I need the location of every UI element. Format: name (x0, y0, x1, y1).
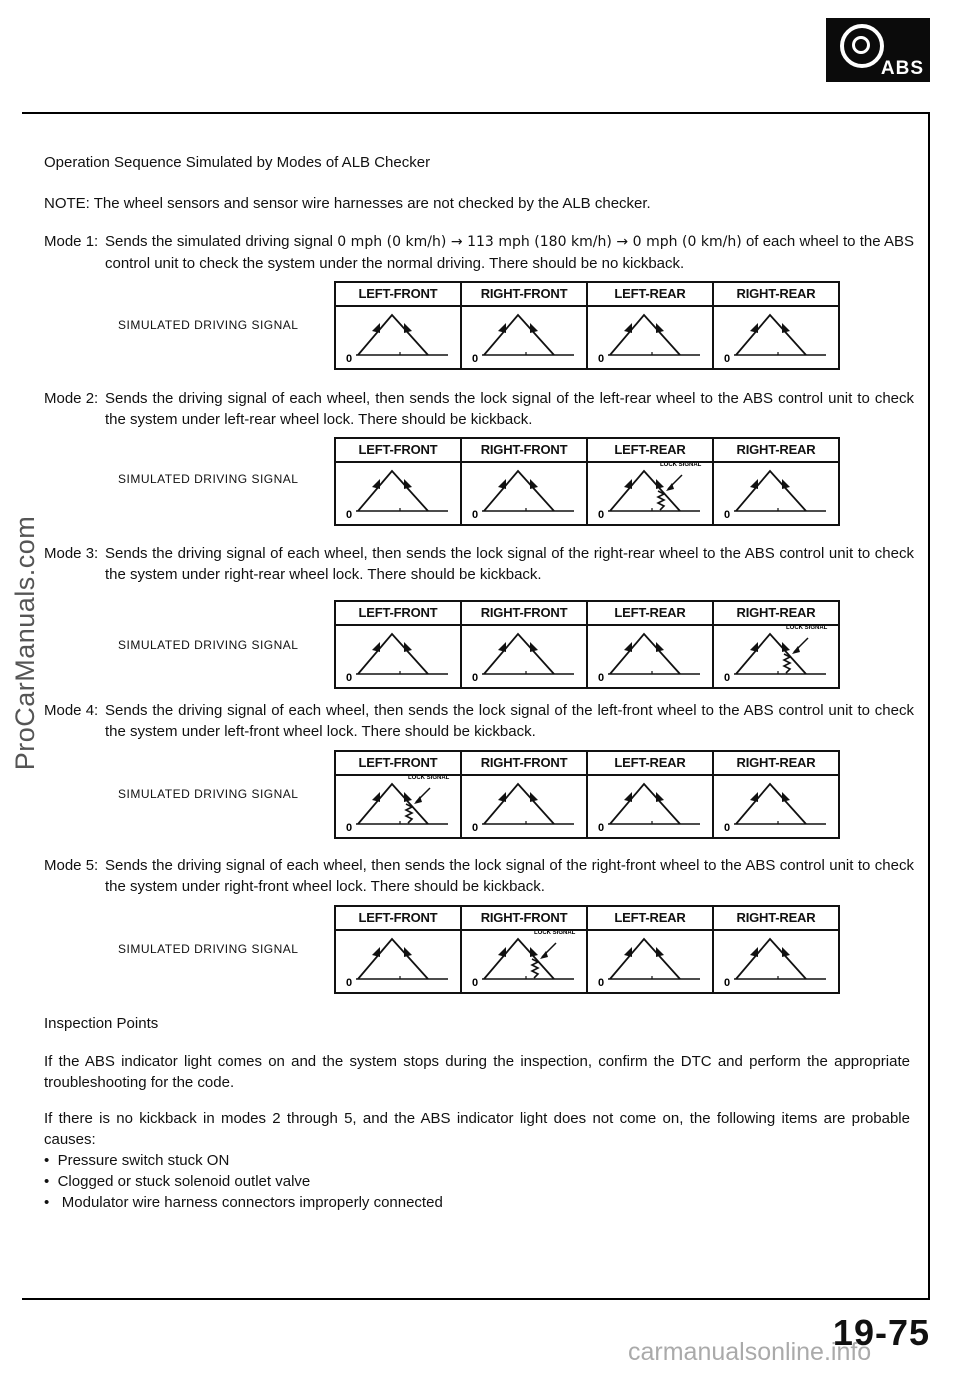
ramp-up-arrow (372, 642, 380, 652)
wheel-cell (462, 752, 588, 837)
wheel-cell (588, 752, 714, 837)
signal-table (334, 437, 840, 526)
ramp-down-arrow (404, 792, 412, 802)
ramp-up-arrow (750, 792, 758, 802)
frame-right-rule (928, 112, 930, 1300)
inspection-heading: Inspection Points (44, 1015, 159, 1032)
simulated-signal-label: SIMULATED DRIVING SIGNAL (118, 472, 299, 486)
ramp-down-arrow (782, 479, 790, 489)
signal-waveform (462, 626, 584, 689)
mode-label: Mode 3: (44, 545, 99, 562)
signal-waveform (336, 307, 458, 370)
zero-label: 0 (724, 353, 731, 365)
wheel-cell (462, 602, 588, 687)
ramp-up-arrow (750, 947, 758, 957)
mode-4 (44, 700, 914, 742)
mode-text-after: of each wheel to the ABS control unit to check the system under the normal driving. There should be no kickback. (105, 233, 914, 272)
speed-ramp (484, 784, 554, 824)
mode-description: Sends the driving signal of each wheel, then sends the lock signal of the left-rear wheel to the ABS control unit to check the system under left-rear wheel lock. There should be kickback. (105, 390, 914, 428)
ramp-down-arrow (656, 642, 664, 652)
mode-label: Mode 2: (44, 390, 99, 407)
ramp-down-arrow (530, 792, 538, 802)
ramp-up-arrow (498, 947, 506, 957)
signal-waveform (588, 776, 710, 839)
speed-ramp (736, 634, 806, 674)
signal-waveform (588, 626, 710, 689)
abs-badge-text: ABS (880, 58, 924, 79)
ramp-up-arrow (750, 642, 758, 652)
zero-label: 0 (472, 353, 479, 365)
zero-label: 0 (346, 977, 353, 989)
wheel-cell (588, 602, 714, 687)
zero-label: 0 (598, 977, 605, 989)
signal-waveform (462, 463, 584, 526)
ramp-up-arrow (624, 479, 632, 489)
lock-signal-label: LOCK SIGNAL (786, 626, 828, 631)
zero-label: 0 (598, 672, 605, 684)
wheel-header: RIGHT-REAR (714, 283, 838, 307)
simulated-signal-label: SIMULATED DRIVING SIGNAL (118, 942, 299, 956)
ramp-down-arrow (404, 947, 412, 957)
speed-ramp (358, 315, 428, 355)
signal-waveform (714, 626, 836, 689)
wheel-header: LEFT-REAR (588, 602, 712, 626)
speed-ramp (736, 784, 806, 824)
wheel-header: LEFT-FRONT (336, 907, 460, 931)
zero-label: 0 (724, 977, 731, 989)
ramp-down-arrow (530, 642, 538, 652)
signal-table (334, 750, 840, 839)
wheel-cell (714, 602, 838, 687)
ramp-down-arrow (656, 792, 664, 802)
wheel-cell (714, 752, 838, 837)
wheel-cell (336, 283, 462, 368)
wheel-cell (588, 283, 714, 368)
signal-waveform (336, 931, 458, 994)
ramp-down-arrow (782, 947, 790, 957)
speed-ramp (610, 315, 680, 355)
wheel-header: RIGHT-FRONT (462, 752, 586, 776)
wheel-header: RIGHT-REAR (714, 602, 838, 626)
wheel-header: LEFT-REAR (588, 752, 712, 776)
wheel-header: RIGHT-FRONT (462, 283, 586, 307)
cause-text: Modulator wire harness connectors improperly connected (61, 1194, 443, 1211)
list-item: • Modulator wire harness connectors improperly connected (44, 1194, 443, 1211)
mode-text-before: Sends the simulated driving signal (105, 233, 338, 250)
note: NOTE: The wheel sensors and sensor wire harnesses are not checked by the ALB checker. (44, 195, 651, 212)
frame-top-rule (22, 112, 930, 114)
zero-label: 0 (346, 509, 353, 521)
watermark: ProCarManuals.com (10, 515, 40, 771)
kickback-zigzag (406, 804, 412, 823)
signal-waveform (336, 626, 458, 689)
wheel-header: LEFT-REAR (588, 283, 712, 307)
signal-waveform (588, 931, 710, 994)
speed-ramp (358, 471, 428, 511)
ramp-down-arrow (530, 479, 538, 489)
ramp-up-arrow (750, 479, 758, 489)
wheel-header: RIGHT-FRONT (462, 602, 586, 626)
ramp-up-arrow (624, 642, 632, 652)
mode-label: Mode 4: (44, 702, 99, 719)
wheel-cell (462, 907, 588, 992)
signal-waveform (462, 776, 584, 839)
mode-3 (44, 543, 914, 585)
wheel-header: LEFT-REAR (588, 907, 712, 931)
section-title: Operation Sequence Simulated by Modes of ALB Checker (44, 154, 431, 171)
mode-5 (44, 855, 914, 897)
wheel-header: RIGHT-REAR (714, 752, 838, 776)
wheel-cell (714, 907, 838, 992)
zero-label: 0 (472, 822, 479, 834)
speed-ramp (358, 634, 428, 674)
ramp-down-arrow (656, 323, 664, 333)
signal-waveform (588, 307, 710, 370)
speed-ramp (358, 784, 428, 824)
signal-waveform (714, 776, 836, 839)
speed-ramp (736, 939, 806, 979)
signal-waveform (336, 463, 458, 526)
speed-ramp (610, 784, 680, 824)
ramp-down-arrow (782, 323, 790, 333)
speed-ramp (484, 634, 554, 674)
ramp-up-arrow (372, 479, 380, 489)
zero-label: 0 (724, 672, 731, 684)
page-number: 19-75 (832, 1312, 930, 1353)
mode-description: Sends the driving signal of each wheel, then sends the lock signal of the right-rear wheel to the ABS control unit to check the system under right-rear wheel lock. There should be kickback. (105, 545, 914, 583)
signal-waveform (462, 307, 584, 370)
ramp-down-arrow (404, 642, 412, 652)
speed-ramp (610, 471, 680, 511)
abs-logo (826, 18, 930, 82)
inspection-paragraph-1: If the ABS indicator light comes on and the system stops during the inspection, confirm the DTC and perform the appropriate troubleshooting for the code. (44, 1053, 910, 1091)
list-item: • Pressure switch stuck ON (44, 1152, 230, 1169)
speed-ramp (484, 315, 554, 355)
signal-waveform (714, 931, 836, 994)
ramp-up-arrow (498, 642, 506, 652)
signal-table (334, 905, 840, 994)
signal-table (334, 281, 840, 370)
speed-ramp (736, 315, 806, 355)
kickback-zigzag (532, 959, 538, 978)
zero-label: 0 (472, 509, 479, 521)
simulated-signal-label: SIMULATED DRIVING SIGNAL (118, 638, 299, 652)
mode-label: Mode 1: (44, 233, 99, 250)
speed-ramp (484, 939, 554, 979)
wheel-cell (336, 752, 462, 837)
ramp-up-arrow (498, 792, 506, 802)
lock-signal-label: LOCK SIGNAL (534, 931, 576, 936)
speed-ramp (736, 471, 806, 511)
wheel-cell (714, 283, 838, 368)
mode-description: Sends the driving signal of each wheel, then sends the lock signal of the right-front wheel to the ABS control unit to check the system under right-front wheel lock. There should be kickback. (105, 857, 914, 895)
brake-hub-icon (852, 36, 870, 54)
speed-ramp (610, 634, 680, 674)
lock-signal-label: LOCK SIGNAL (660, 463, 702, 468)
signal-waveform (336, 776, 458, 839)
cause-text: Pressure switch stuck ON (57, 1152, 230, 1169)
ramp-up-arrow (624, 947, 632, 957)
wheel-header: LEFT-REAR (588, 439, 712, 463)
zero-label: 0 (598, 822, 605, 834)
wheel-cell (462, 283, 588, 368)
wheel-cell (588, 907, 714, 992)
speed-sequence: 0 mph (0 km/h) → 113 mph (180 km/h) → 0 mph (0 km/h) (337, 234, 742, 250)
kickback-zigzag (658, 491, 664, 510)
inspection-paragraph-2: If there is no kickback in modes 2 through 5, and the ABS indicator light does not come on, the following items are probable causes: (44, 1110, 910, 1148)
ramp-down-arrow (404, 479, 412, 489)
signal-waveform (714, 307, 836, 370)
speed-ramp (358, 939, 428, 979)
cause-text: Clogged or stuck solenoid outlet valve (57, 1173, 311, 1190)
wheel-header: LEFT-FRONT (336, 439, 460, 463)
wheel-header: LEFT-FRONT (336, 283, 460, 307)
ramp-down-arrow (530, 947, 538, 957)
kickback-zigzag (784, 654, 790, 673)
ramp-up-arrow (498, 479, 506, 489)
probable-causes-list (44, 1150, 443, 1213)
zero-label: 0 (472, 977, 479, 989)
wheel-cell (714, 439, 838, 524)
ramp-up-arrow (372, 947, 380, 957)
zero-label: 0 (598, 353, 605, 365)
ramp-down-arrow (782, 792, 790, 802)
wheel-cell (462, 439, 588, 524)
ramp-up-arrow (750, 323, 758, 333)
signal-waveform (714, 463, 836, 526)
zero-label: 0 (346, 822, 353, 834)
wheel-cell (336, 907, 462, 992)
ramp-up-arrow (372, 323, 380, 333)
ramp-down-arrow (530, 323, 538, 333)
ramp-up-arrow (624, 792, 632, 802)
zero-label: 0 (724, 509, 731, 521)
ramp-up-arrow (498, 323, 506, 333)
wheel-cell (336, 602, 462, 687)
ramp-up-arrow (624, 323, 632, 333)
signal-waveform (462, 931, 584, 994)
signal-table (334, 600, 840, 689)
wheel-header: RIGHT-FRONT (462, 439, 586, 463)
wheel-header: RIGHT-REAR (714, 439, 838, 463)
speed-ramp (484, 471, 554, 511)
ramp-down-arrow (656, 947, 664, 957)
zero-label: 0 (598, 509, 605, 521)
wheel-cell (336, 439, 462, 524)
mode-label: Mode 5: (44, 857, 99, 874)
signal-waveform (588, 463, 710, 526)
ramp-up-arrow (372, 792, 380, 802)
simulated-signal-label: SIMULATED DRIVING SIGNAL (118, 787, 299, 801)
simulated-signal-label: SIMULATED DRIVING SIGNAL (118, 318, 299, 332)
zero-label: 0 (724, 822, 731, 834)
ramp-down-arrow (782, 642, 790, 652)
wheel-cell (588, 439, 714, 524)
mode-description: Sends the driving signal of each wheel, then sends the lock signal of the left-front wheel to the ABS control unit to check the system under left-front wheel lock. There should be kickback. (105, 702, 914, 740)
list-item: • Clogged or stuck solenoid outlet valve (44, 1173, 311, 1190)
zero-label: 0 (472, 672, 479, 684)
ramp-down-arrow (656, 479, 664, 489)
speed-ramp (610, 939, 680, 979)
zero-label: 0 (346, 353, 353, 365)
mode-2 (44, 388, 914, 430)
wheel-header: RIGHT-FRONT (462, 907, 586, 931)
wheel-header: RIGHT-REAR (714, 907, 838, 931)
footer-site: carmanualsonline.info (628, 1338, 872, 1366)
lock-signal-label: LOCK SIGNAL (408, 776, 450, 781)
mode-description (105, 231, 914, 274)
wheel-header: LEFT-FRONT (336, 602, 460, 626)
ramp-down-arrow (404, 323, 412, 333)
frame-bottom-rule (22, 1298, 930, 1300)
mode-1 (44, 231, 914, 274)
zero-label: 0 (346, 672, 353, 684)
wheel-header: LEFT-FRONT (336, 752, 460, 776)
